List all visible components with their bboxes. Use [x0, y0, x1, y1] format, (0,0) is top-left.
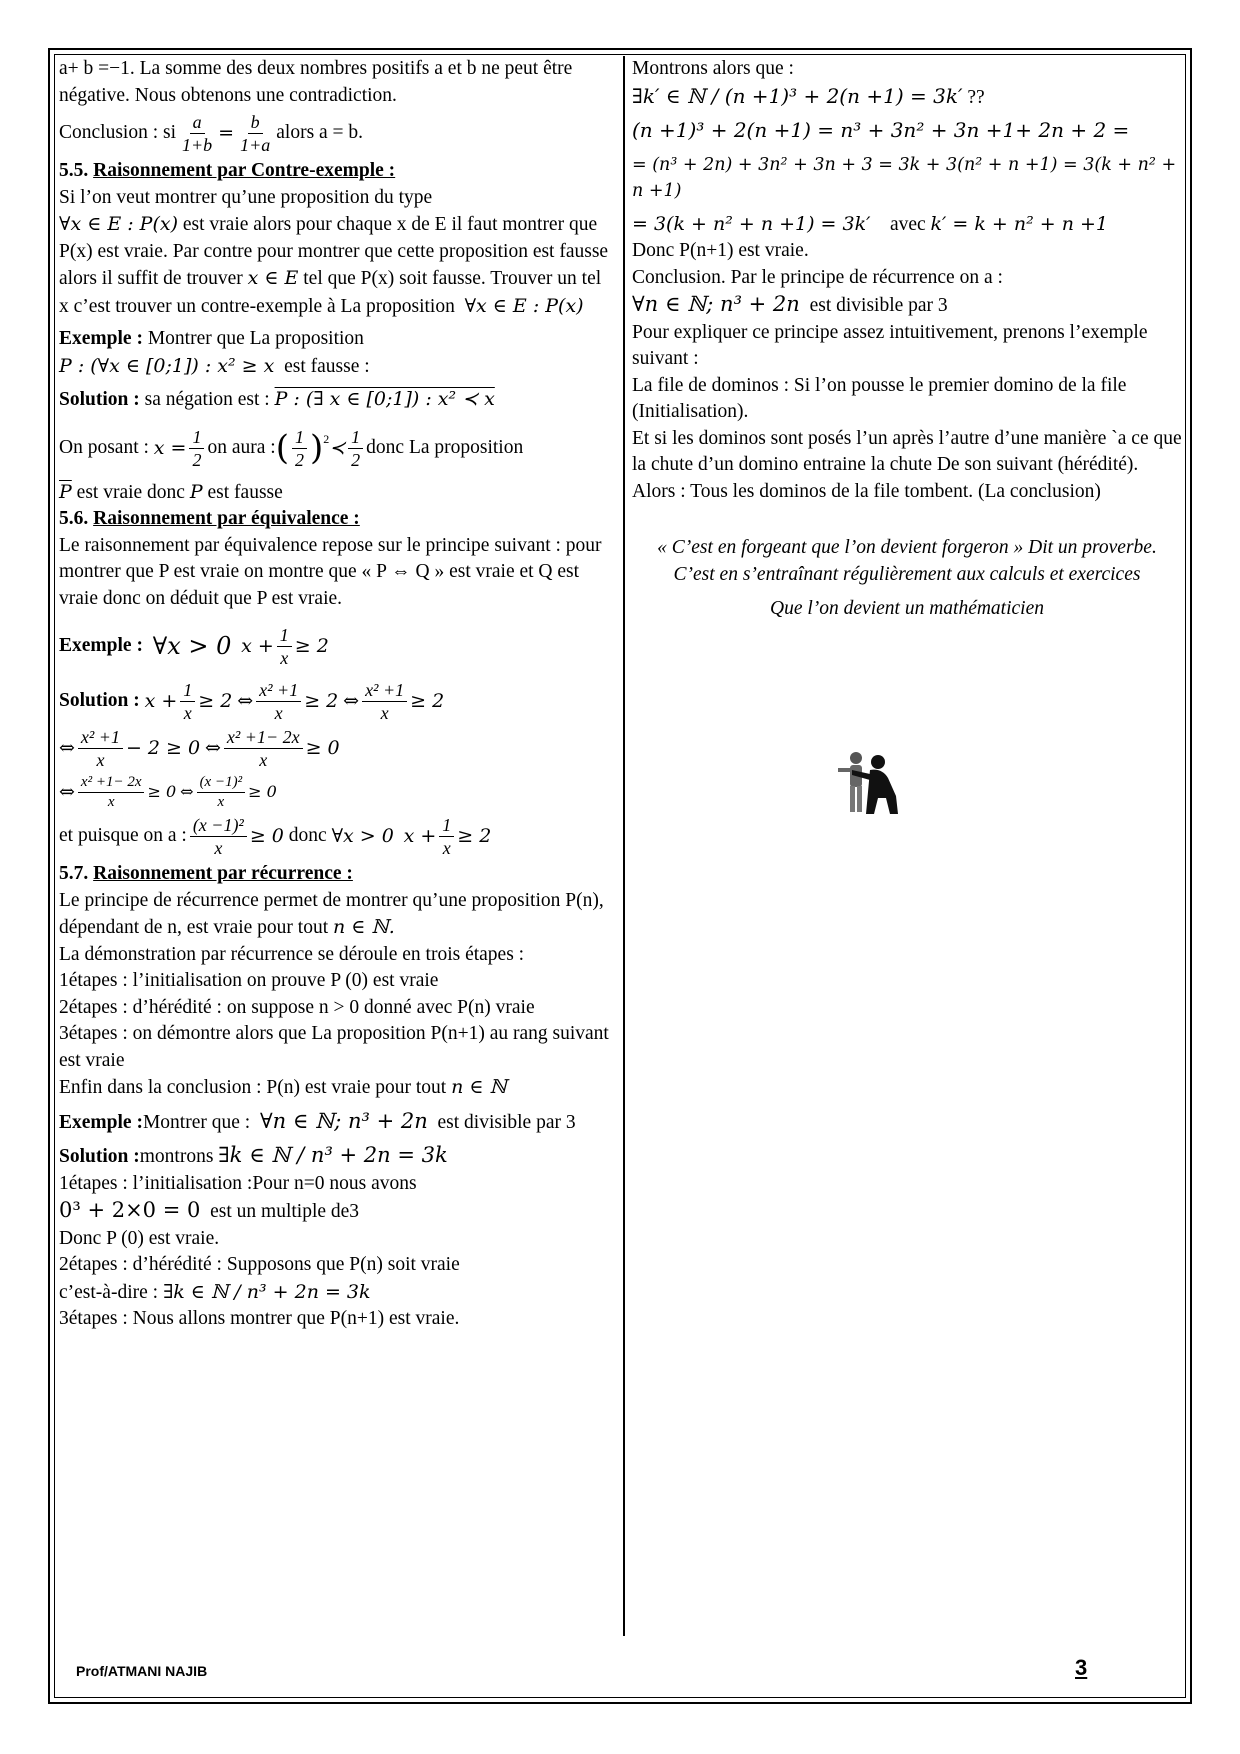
init-line: 1étapes : l’initialisation :Pour n=0 nous avons — [59, 1172, 417, 1194]
expand-line-2: = (n³ + 2n) + 3n² + 3n + 3 = 3k + 3(n² + n +1) = 3(k + n² + n +1) — [632, 154, 1177, 201]
solution-2-line2: ⇔ $\frac{\text{x² +1}}{x}$ − 2 ≥ 0 ⇔ $\frac{\text{x² +1− 2x}}{x}$ ≥ 0 — [59, 727, 340, 770]
conclusion-math: ∀n ∈ ℕ; n³ + 2n est divisible par 3 — [632, 292, 948, 316]
section-5-5-heading: 5.5. Raisonnement par Contre-exemple : — [59, 160, 396, 181]
example-3: Exemple :Montrer que : ∀n ∈ ℕ; n³ + 2n est divisible par 3 — [59, 1108, 576, 1133]
cad-line: c’est-à-dire : ∃k ∈ ℕ / n³ + 2n = 3k — [59, 1280, 371, 1303]
quote-2: C’est en s’entraînant régulièrement aux calculs et exercices — [673, 563, 1141, 585]
hered-line: 2étapes : d’hérédité : Supposons que P(n) soit vraie — [59, 1254, 460, 1275]
section-5-6-heading: 5.6. Raisonnement par équivalence : — [59, 508, 360, 529]
s55-p1: Si l’on veut montrer qu’une proposition du type — [59, 186, 433, 208]
example-1: Exemple : Montrer que La proposition — [59, 328, 364, 349]
pose-line: On posant : x = $\frac{1}{2}$ on aura : ( $\frac{1}{2}$ ) $^2$ ≺ $\frac{1}{2}$ donc La proposition — [59, 426, 524, 470]
puisque-line: et puisque on a : $\frac{\text{(x −1)²}}{x}$ ≥ 0 donc ∀x > 0 x + $\frac{1}{x}$ ≥ 2 — [59, 815, 492, 858]
explanation: Pour expliquer ce principe assez intuitivement, prenons l’exemple suivant : — [632, 321, 1148, 369]
quote-1: « C’est en forgeant que l’on devient forgeron » Dit un proverbe. — [657, 537, 1157, 558]
step3-line: 3étapes : Nous allons montrer que P(n+1) est vraie. — [59, 1308, 460, 1329]
s57-p1: Le principe de récurrence permet de montrer qu’une proposition P(n), dépendant de n, est vraie pour tout n ∈ ℕ. — [59, 889, 604, 938]
teacher-child-silhouette-icon — [838, 748, 910, 820]
conclusion-prefix: Conclusion : si — [59, 122, 177, 144]
expand-line-3: = 3(k + n² + n +1) = 3k′ avec k′ = k + n² + n +1 — [632, 212, 1109, 235]
montrons-line: Montrons alors que : — [632, 58, 794, 79]
neg-true-line: $\overline{P}$ est vraie donc P est fausse — [59, 480, 283, 503]
s57-step4: Enfin dans la conclusion : P(n) est vraie pour tout n ∈ ℕ — [59, 1076, 507, 1098]
pn1-true: Donc P(n+1) est vraie. — [632, 240, 809, 261]
author-footer: Prof/ATMANI NAJIB — [76, 1663, 208, 1679]
domino-2: Et si les dominos sont posés l’un après l’autre d’une manière `a ce que la chute d’un domino entraine la chute De son suivant (hérédité). — [632, 427, 1182, 475]
section-5-7-heading: 5.7. Raisonnement par récurrence : — [59, 863, 353, 884]
right-column — [632, 56, 1182, 623]
solution-1: Solution : sa négation est : P : (∃ x ∈ [0;1]) : x² ≺ x — [59, 388, 495, 410]
domino-1: La file de dominos : Si l’on pousse le premier domino de la file (Initialisation). — [632, 374, 1127, 422]
fraction-b: $\frac{b}{1+a}$ — [240, 112, 271, 155]
conclusion-suffix: alors a = b. — [276, 122, 364, 144]
s57-step2: 2étapes : d’hérédité : on suppose n > 0 donné avec P(n) vraie — [59, 996, 535, 1018]
left-column — [59, 56, 615, 1333]
s56-paragraph: Le raisonnement par équivalence repose sur le principe suivant : pour montrer que P est vraie on montre que « P ⇔ Q » est vraie et Q est vraie donc on déduit que P est vraie. — [59, 534, 602, 609]
conclusion-line: Conclusion : si $\frac{a}{1+b}$ = $\frac{b}{1+a}$ alors a = b. — [59, 112, 364, 155]
example-2: Exemple : ∀x > 0 x + $\frac{1}{x}$ ≥ 2 — [59, 625, 329, 668]
s55-p2: ∀x ∈ E : P(x) est vraie alors pour chaque x de E il faut montrer que P(x) est vraie. Par contre pour montrer que cette proposition est fausse alors il suffit de trouver x ∈ E tel que P(x) soit fausse. Trouver un tel x c’est trouver un contre-exemple à La proposition ∀x ∈ E : P(x) — [59, 213, 609, 317]
intro-line: a+ b =−1. La somme des deux nombres positifs a et b ne peut être négative. Nous obtenons une contradiction. — [59, 58, 573, 106]
expand-line-1: (n +1)³ + 2(n +1) = n³ + 3n² + 3n +1+ 2n + 2 = — [632, 118, 1130, 142]
s57-step1: 1étapes : l’initialisation on prouve P (0) est vraie — [59, 970, 439, 991]
page-number: 3 — [1075, 1655, 1088, 1680]
exists-line: ∃k′ ∈ ℕ / (n +1)³ + 2(n +1) = 3k′ ?? — [632, 83, 985, 108]
solution-2-line1: Solution : x + $\frac{1}{x}$ ≥ 2 ⇔ $\frac{\text{x² +1}}{x}$ ≥ 2 ⇔ $\frac{\text{x² +1}}{x}$ ≥ 2 — [59, 680, 445, 723]
init-math-line: 0³ + 2×0 = 0 est un multiple de3 — [59, 1198, 360, 1222]
example-1-prop: P : (∀x ∈ [0;1]) : x² ≥ x est fausse : — [59, 354, 370, 377]
s57-p2: La démonstration par récurrence se déroule en trois étapes : — [59, 943, 525, 965]
fraction-a: $\frac{a}{1+b}$ — [182, 112, 213, 155]
solution-3: Solution :montrons ∃k ∈ ℕ / n³ + 2n = 3k — [59, 1143, 448, 1167]
solution-2-line3: ⇔ $\frac{\text{x² +1− 2x}}{x}$ ≥ 0 ⇔ $\frac{\text{(x −1)²}}{x}$ ≥ 0 — [59, 774, 277, 810]
conclusion-recurrence: Conclusion. Par le principe de récurrence on a : — [632, 266, 1003, 288]
column-divider — [623, 56, 625, 1636]
domino-3: Alors : Tous les dominos de la file tombent. (La conclusion) — [632, 480, 1101, 502]
p0-true: Donc P (0) est vraie. — [59, 1227, 220, 1249]
s57-step3: 3étapes : on démontre alors que La proposition P(n+1) au rang suivant est vraie — [59, 1023, 609, 1071]
quote-3: Que l’on devient un mathématicien — [770, 598, 1044, 619]
